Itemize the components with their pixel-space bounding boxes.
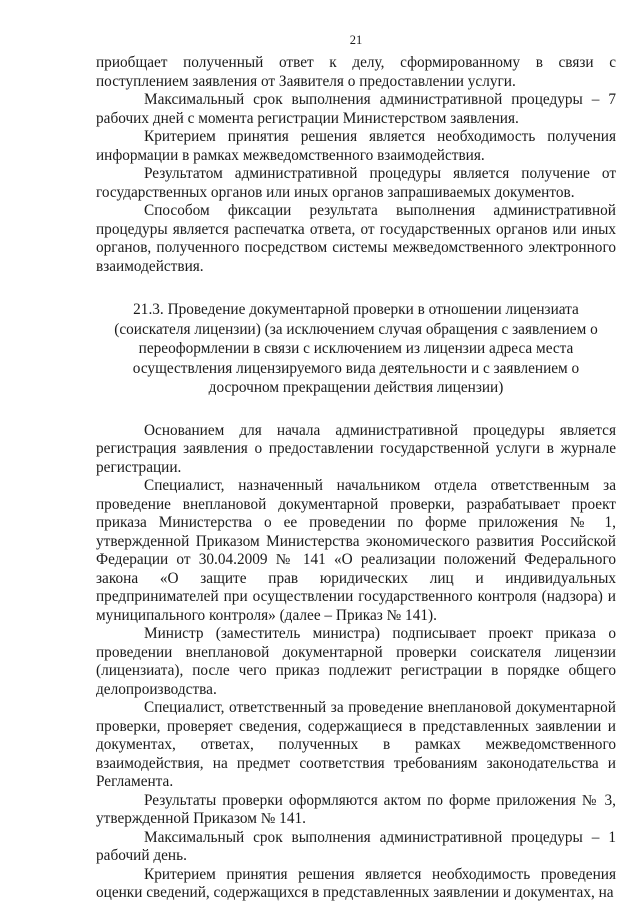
page-number: 21 [349,33,363,47]
paragraph: Способом фиксации результата выполнения административной процедуры является распечатка ответа, от государственных органов или иных органов, полученного посредством системы межведомственного электронного взаимодействия. [96,202,616,275]
paragraph: Основанием для начала административной процедуры является регистрация заявления о предоставлении государственной услуги в журнале регистрации. [96,421,616,476]
paragraph: Министр (заместитель министра) подписывает проект приказа о проведении внеплановой документарной проверки соискателя лицензии (лицензиата), после чего приказ подлежит регистрации в порядке общего делопроизводства. [96,625,616,698]
paragraph: Специалист, назначенный начальником отдела ответственным за проведение внеплановой документарной проверки, разрабатывает проект приказа Министерства о ее проведении по форме приложения № 1, утвержденной Приказом Министерства экономического развития Российской Федерации от 30.04.2009 № 141 «О реализации положений Федерального закона «О защите прав юридических лиц и индивидуальных предпринимателей при осуществлении государственного контроля (надзора) и муниципального контроля» (далее – Приказ № 141). [96,477,616,624]
paragraph: Критерием принятия решения является необходимость проведения оценки сведений, содержащихся в представленных заявлении и документах, на [96,865,616,901]
paragraph: Максимальный срок выполнения административной процедуры – 7 рабочих дней с момента регистрации Министерством заявления. [96,91,616,127]
paragraph: Максимальный срок выполнения административной процедуры – 1 рабочий день. [96,828,616,864]
paragraph: Критерием принятия решения является необходимость получения информации в рамках межведомственного взаимодействия. [96,128,616,164]
paragraph: приобщает полученный ответ к делу, сформированному в связи с поступлением заявления от Заявителя о предоставлении услуги. [96,54,616,90]
document-page [96,0,616,905]
paragraph: Результаты проверки оформляются актом по форме приложения № 3, утвержденной Приказом № 141. [96,791,616,827]
section-heading: 21.3. Проведение документарной проверки в отношении лицензиата (соискателя лицензии) (за исключением случая обращения с заявлением о переоформлении в связи с исключением из лицензии адреса места осуществления лицензируемого вида деятельности и с заявлением о досрочном прекращении действия лицензии) [114,301,598,396]
paragraph: Специалист, ответственный за проведение внеплановой документарной проверки, проверяет сведения, содержащиеся в представленных заявлении и документах, ответах, полученных в рамках межведомственного взаимодействия, на предмет соответствия требованиям законодательства и Регламента. [96,699,616,790]
paragraph: Результатом административной процедуры является получение от государственных органов или иных органов запрашиваемых документов. [96,165,616,201]
document-body [96,54,616,903]
